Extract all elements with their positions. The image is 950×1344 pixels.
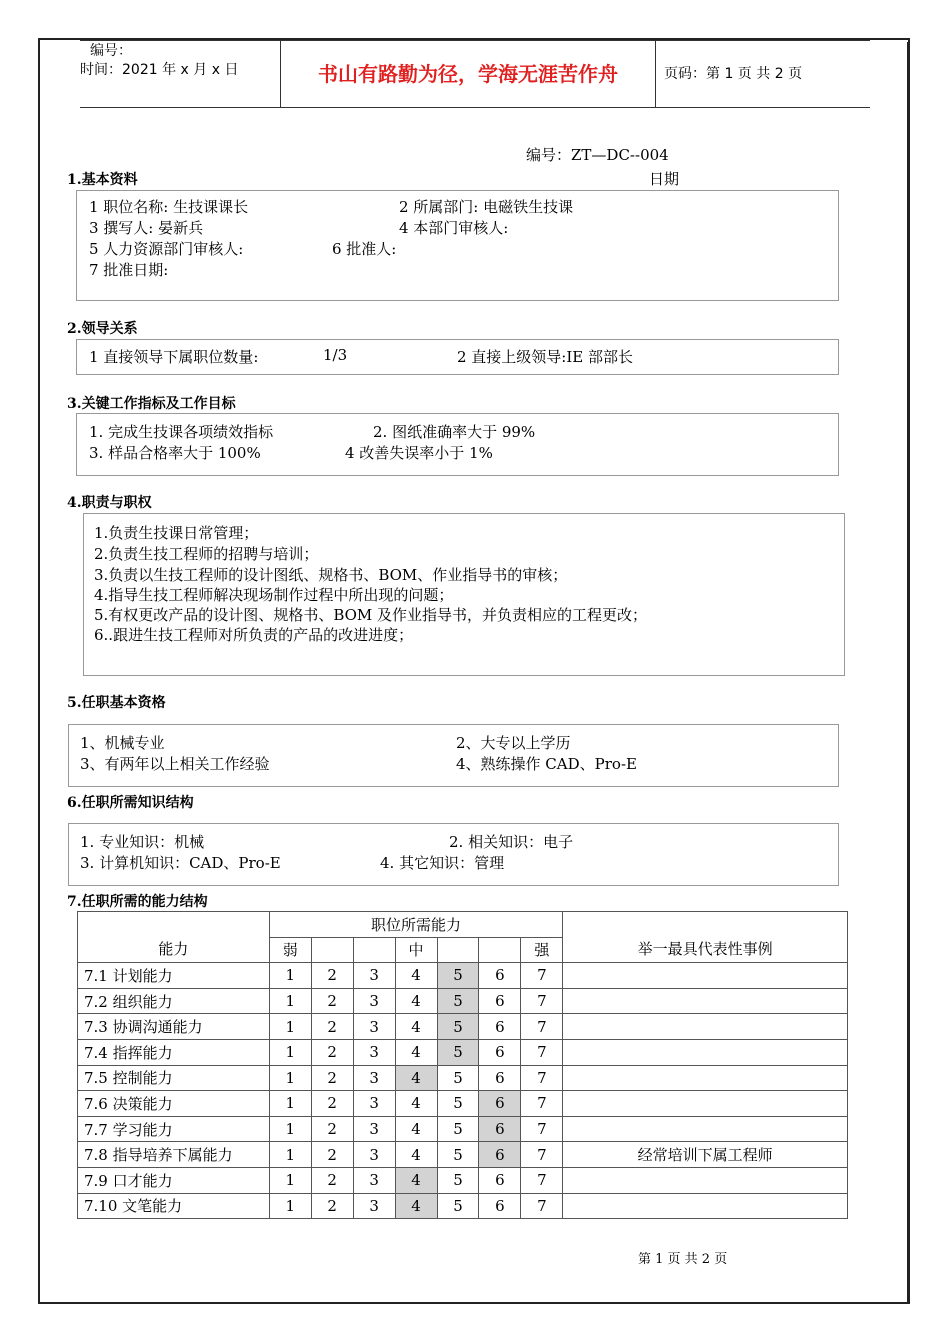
s6-knowledge-2: 2. 相关知识：电子: [449, 833, 574, 851]
s1-dept-reviewer: 4 本部门审核人:: [399, 219, 509, 237]
ability-score-cell: 5: [437, 1014, 479, 1040]
s4-duty-6: 6..跟进生技工程师对所负责的产品的改进进度；: [94, 626, 414, 644]
ability-score-cell: 4: [395, 1039, 437, 1065]
ability-score-cell: 7: [521, 963, 563, 989]
s4-duty-4: 4.指导生技工程师解决现场制作过程中所出现的问题；: [94, 586, 454, 604]
ability-score-cell: 3: [353, 1091, 395, 1117]
scale-blank: [479, 937, 521, 963]
ability-name: 7.1 计划能力: [78, 963, 270, 989]
s1-approval-date: 7 批准日期:: [89, 261, 169, 279]
ability-score-cell: 7: [521, 1193, 563, 1219]
ability-example: [563, 1193, 848, 1219]
ability-score-cell: 1: [269, 963, 311, 989]
ability-score-cell: 1: [269, 1116, 311, 1142]
section-1-box: [76, 190, 839, 301]
header-required-ability: 职位所需能力: [269, 912, 563, 938]
ability-score-cell: 5: [437, 1039, 479, 1065]
ability-row: [78, 1014, 848, 1040]
ability-score-cell: 7: [521, 1065, 563, 1091]
ability-example: [563, 988, 848, 1014]
ability-example: [563, 1116, 848, 1142]
s1-department: 2 所属部门: 电磁铁生技课: [399, 198, 574, 216]
s6-knowledge-3: 3. 计算机知识：CAD、Pro-E: [80, 854, 281, 872]
s1-approver: 6 批准人:: [332, 240, 397, 258]
header-motto: 书山有路勤为径，学海无涯苦作舟: [280, 41, 656, 107]
ability-row: [78, 988, 848, 1014]
ability-score-cell: 4: [395, 1142, 437, 1168]
section-7-title: 7.任职所需的能力结构: [67, 894, 208, 910]
ability-score-cell: 2: [311, 988, 353, 1014]
section-3-title: 3.关键工作指标及工作目标: [67, 396, 236, 412]
ability-score-cell: 5: [437, 963, 479, 989]
header-ability: 能力: [78, 912, 270, 963]
ability-score-cell: 6: [479, 1142, 521, 1168]
s1-author: 3 撰写人: 晏新兵: [89, 219, 204, 237]
ability-score-cell: 2: [311, 1091, 353, 1117]
ability-score-cell: 1: [269, 1167, 311, 1193]
ability-score-cell: 3: [353, 1014, 395, 1040]
scale-strong: 强: [521, 937, 563, 963]
ability-name: 7.7 学习能力: [78, 1116, 270, 1142]
ability-score-cell: 6: [479, 1014, 521, 1040]
ability-example: [563, 1014, 848, 1040]
ability-score-cell: 4: [395, 1014, 437, 1040]
ability-score-cell: 4: [395, 1193, 437, 1219]
scale-blank: [353, 937, 395, 963]
ability-score-cell: 5: [437, 1065, 479, 1091]
date-label: 日期: [649, 170, 680, 188]
s4-duty-3: 3.负责以生技工程师的设计图纸、规格书、BOM、作业指导书的审核；: [94, 566, 568, 584]
ability-score-cell: 7: [521, 1091, 563, 1117]
ability-table: [77, 911, 848, 1219]
ability-score-cell: 1: [269, 1193, 311, 1219]
ability-row: [78, 1091, 848, 1117]
ability-name: 7.8 指导培养下属能力: [78, 1142, 270, 1168]
ability-score-cell: 4: [395, 1167, 437, 1193]
ability-example: [563, 1167, 848, 1193]
ability-score-cell: 3: [353, 1039, 395, 1065]
ability-name: 7.4 指挥能力: [78, 1039, 270, 1065]
s3-kpi-4: 4 改善失误率小于 1%: [345, 444, 493, 462]
s4-duty-1: 1.负责生技课日常管理；: [94, 524, 259, 542]
scale-blank: [437, 937, 479, 963]
ability-score-cell: 7: [521, 1167, 563, 1193]
ability-score-cell: 5: [437, 1167, 479, 1193]
s5-qual-3: 3、有两年以上相关工作经验: [80, 755, 270, 773]
ability-row: [78, 1039, 848, 1065]
ability-row: [78, 1116, 848, 1142]
ability-score-cell: 6: [479, 963, 521, 989]
s5-qual-4: 4、熟练操作 CAD、Pro-E: [456, 755, 637, 773]
ability-score-cell: 6: [479, 1167, 521, 1193]
s4-duty-2: 2.负责生技工程师的招聘与培训；: [94, 545, 319, 563]
ability-score-cell: 2: [311, 1142, 353, 1168]
scale-mid: 中: [395, 937, 437, 963]
ability-score-cell: 7: [521, 1039, 563, 1065]
ability-row: [78, 1065, 848, 1091]
ability-score-cell: 1: [269, 988, 311, 1014]
ability-score-cell: 5: [437, 988, 479, 1014]
section-4-box: [83, 513, 845, 676]
ability-score-cell: 7: [521, 1116, 563, 1142]
s1-hr-reviewer: 5 人力资源部门审核人:: [89, 240, 244, 258]
s5-qual-2: 2、大专以上学历: [456, 734, 571, 752]
s4-duty-5: 5.有权更改产品的设计图、规格书、BOM 及作业指导书，并负责相应的工程更改；: [94, 606, 648, 624]
ability-score-cell: 6: [479, 1116, 521, 1142]
header-time: 时间：2021 年 x 月 x 日: [80, 62, 239, 78]
header-code-label: 编号：: [90, 43, 132, 59]
ability-example: [563, 1065, 848, 1091]
ability-score-cell: 3: [353, 1065, 395, 1091]
section-2-box: [76, 339, 839, 375]
ability-score-cell: 3: [353, 1142, 395, 1168]
ability-row: [78, 1193, 848, 1219]
ability-score-cell: 2: [311, 1014, 353, 1040]
s3-kpi-1: 1. 完成生技课各项绩效指标: [89, 423, 274, 441]
section-4-title: 4.职责与职权: [67, 495, 152, 511]
s2-subordinate-count-label: 1 直接领导下属职位数量:: [89, 348, 259, 366]
ability-row: [78, 1167, 848, 1193]
ability-score-cell: 5: [437, 1193, 479, 1219]
s2-subordinate-count: 1/3: [323, 346, 348, 364]
ability-example: [563, 1039, 848, 1065]
ability-score-cell: 6: [479, 1039, 521, 1065]
s6-knowledge-4: 4. 其它知识：管理: [380, 854, 505, 872]
section-6-box: [68, 823, 839, 886]
ability-name: 7.10 文笔能力: [78, 1193, 270, 1219]
header-left: [80, 41, 280, 108]
ability-score-cell: 2: [311, 1065, 353, 1091]
ability-score-cell: 4: [395, 1091, 437, 1117]
s6-knowledge-1: 1. 专业知识：机械: [80, 833, 205, 851]
ability-name: 7.3 协调沟通能力: [78, 1014, 270, 1040]
ability-score-cell: 3: [353, 1116, 395, 1142]
ability-name: 7.9 口才能力: [78, 1167, 270, 1193]
ability-name: 7.6 决策能力: [78, 1091, 270, 1117]
ability-score-cell: 4: [395, 1116, 437, 1142]
ability-example: [563, 1091, 848, 1117]
ability-score-cell: 2: [311, 1116, 353, 1142]
ability-score-cell: 2: [311, 1039, 353, 1065]
ability-score-cell: 7: [521, 1142, 563, 1168]
ability-score-cell: 1: [269, 1014, 311, 1040]
section-3-box: [76, 413, 839, 476]
ability-score-cell: 6: [479, 988, 521, 1014]
ability-score-cell: 4: [395, 988, 437, 1014]
ability-score-cell: 6: [479, 1193, 521, 1219]
ability-example: [563, 963, 848, 989]
ability-row: [78, 1142, 848, 1168]
header-page-info: 页码：第 1 页 共 2 页: [664, 66, 803, 82]
s3-kpi-2: 2. 图纸准确率大于 99%: [373, 423, 536, 441]
section-2-title: 2.领导关系: [67, 321, 138, 337]
ability-score-cell: 6: [479, 1065, 521, 1091]
section-5-title: 5.任职基本资格: [67, 695, 166, 711]
page-footer: 第 1 页 共 2 页: [638, 1252, 728, 1267]
s5-qual-1: 1、机械专业: [80, 734, 165, 752]
ability-score-cell: 6: [479, 1091, 521, 1117]
header-example: 举一最具代表性事例: [563, 912, 848, 963]
ability-score-cell: 5: [437, 1142, 479, 1168]
doc-number: 编号：ZT—DC--004: [526, 146, 669, 164]
ability-score-cell: 2: [311, 963, 353, 989]
ability-score-cell: 2: [311, 1193, 353, 1219]
ability-score-cell: 7: [521, 1014, 563, 1040]
s1-position-name: 1 职位名称: 生技课课长: [89, 198, 249, 216]
ability-score-cell: 2: [311, 1167, 353, 1193]
ability-score-cell: 1: [269, 1142, 311, 1168]
section-5-box: [68, 724, 839, 787]
ability-score-cell: 1: [269, 1091, 311, 1117]
ability-name: 7.2 组织能力: [78, 988, 270, 1014]
ability-row: [78, 963, 848, 989]
ability-score-cell: 4: [395, 1065, 437, 1091]
ability-score-cell: 5: [437, 1091, 479, 1117]
ability-score-cell: 1: [269, 1065, 311, 1091]
section-6-title: 6.任职所需知识结构: [67, 795, 194, 811]
ability-score-cell: 4: [395, 963, 437, 989]
page-header: [80, 40, 870, 108]
ability-score-cell: 3: [353, 988, 395, 1014]
ability-example: 经常培训下属工程师: [563, 1142, 848, 1168]
scale-weak: 弱: [269, 937, 311, 963]
ability-score-cell: 7: [521, 988, 563, 1014]
ability-name: 7.5 控制能力: [78, 1065, 270, 1091]
ability-score-cell: 3: [353, 1167, 395, 1193]
scale-blank: [311, 937, 353, 963]
ability-score-cell: 5: [437, 1116, 479, 1142]
s3-kpi-3: 3. 样品合格率大于 100%: [89, 444, 261, 462]
section-1-title: 1.基本资料: [67, 172, 138, 188]
ability-score-cell: 3: [353, 963, 395, 989]
ability-score-cell: 3: [353, 1193, 395, 1219]
ability-score-cell: 1: [269, 1039, 311, 1065]
s2-direct-superior: 2 直接上级领导:IE 部部长: [457, 348, 634, 366]
